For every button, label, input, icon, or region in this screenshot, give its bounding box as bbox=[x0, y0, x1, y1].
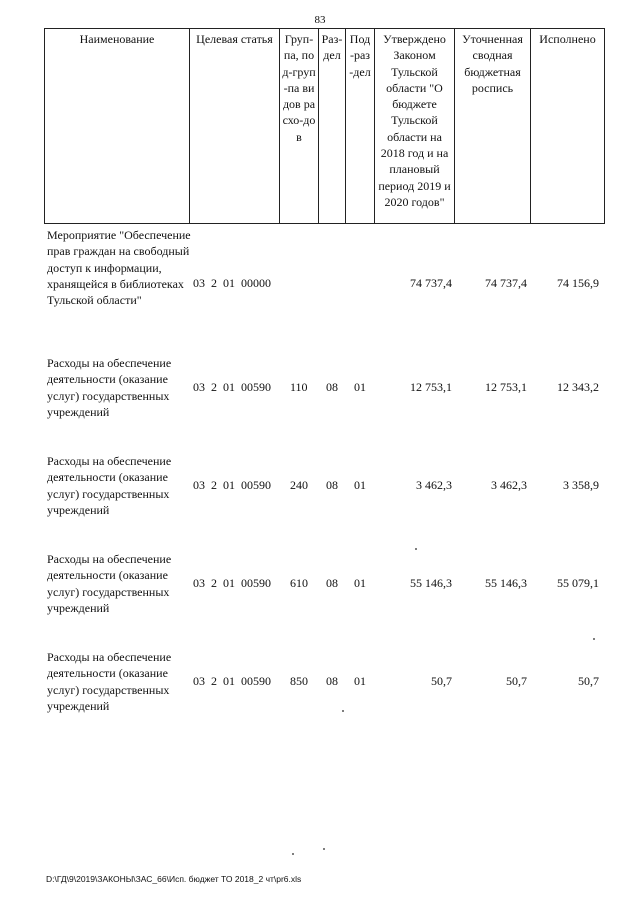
row-name: Расходы на обеспечение деятельности (оказание услуг) государственных учреждений bbox=[47, 650, 172, 713]
header-approved: Утверждено Законом Тульской области "О бюджете Тульской области на 2018 год и на плановый период 2019 и 2020 годов" bbox=[375, 28, 455, 224]
row-subsection: 01 bbox=[354, 674, 366, 688]
scan-speck bbox=[415, 548, 417, 550]
row-refined: 50,7 bbox=[506, 674, 527, 688]
row-section: 08 bbox=[326, 674, 338, 688]
header-executed: Исполнено bbox=[531, 28, 605, 224]
scan-speck bbox=[323, 848, 325, 850]
header-target-article: Целевая статья bbox=[190, 28, 280, 224]
file-path-footer: D:\ГД\9\2019\ЗАКОНЫ\ЗАС_66\Исп. бюджет ТО 2018_2 чт\pr6.xls bbox=[46, 874, 302, 884]
row-name: Расходы на обеспечение деятельности (оказание услуг) государственных учреждений bbox=[47, 454, 172, 517]
row-refined: 74 737,4 bbox=[485, 276, 527, 290]
row-code: 03 2 01 00590 bbox=[193, 576, 271, 590]
scan-speck bbox=[292, 853, 294, 855]
header-section: Раз-дел bbox=[319, 28, 346, 224]
row-name: Расходы на обеспечение деятельности (оказание услуг) государственных учреждений bbox=[47, 356, 172, 419]
row-name: Мероприятие "Обеспечение прав граждан на свободный доступ к информации, хранящейся в библиотеках Тульской области" bbox=[47, 228, 191, 308]
row-refined: 12 753,1 bbox=[485, 380, 527, 394]
row-executed: 50,7 bbox=[578, 674, 599, 688]
header-refined: Уточненная сводная бюджетная роспись bbox=[455, 28, 531, 224]
header-name: Наименование bbox=[44, 28, 190, 224]
row-executed: 3 358,9 bbox=[563, 478, 599, 492]
row-group: 110 bbox=[290, 380, 308, 394]
row-code: 03 2 01 00590 bbox=[193, 478, 271, 492]
row-subsection: 01 bbox=[354, 576, 366, 590]
row-section: 08 bbox=[326, 576, 338, 590]
row-executed: 12 343,2 bbox=[557, 380, 599, 394]
row-code: 03 2 01 00590 bbox=[193, 380, 271, 394]
row-executed: 55 079,1 bbox=[557, 576, 599, 590]
row-approved: 3 462,3 bbox=[416, 478, 452, 492]
page-number: 83 bbox=[314, 14, 326, 26]
row-group: 240 bbox=[290, 478, 308, 492]
row-group: 850 bbox=[290, 674, 308, 688]
row-executed: 74 156,9 bbox=[557, 276, 599, 290]
row-approved: 50,7 bbox=[431, 674, 452, 688]
row-refined: 55 146,3 bbox=[485, 576, 527, 590]
row-name: Расходы на обеспечение деятельности (оказание услуг) государственных учреждений bbox=[47, 552, 172, 615]
header-subsection: Под-раз-дел bbox=[346, 28, 375, 224]
row-group: 610 bbox=[290, 576, 308, 590]
header-group: Груп-па, под-груп-па видов расхо-дов bbox=[280, 28, 319, 224]
row-refined: 3 462,3 bbox=[491, 478, 527, 492]
row-section: 08 bbox=[326, 478, 338, 492]
row-approved: 55 146,3 bbox=[410, 576, 452, 590]
row-approved: 74 737,4 bbox=[410, 276, 452, 290]
row-subsection: 01 bbox=[354, 478, 366, 492]
row-code: 03 2 01 00590 bbox=[193, 674, 271, 688]
scan-speck bbox=[342, 710, 344, 712]
row-approved: 12 753,1 bbox=[410, 380, 452, 394]
row-section: 08 bbox=[326, 380, 338, 394]
row-code: 03 2 01 00000 bbox=[193, 276, 271, 290]
scan-speck bbox=[593, 638, 595, 640]
row-subsection: 01 bbox=[354, 380, 366, 394]
